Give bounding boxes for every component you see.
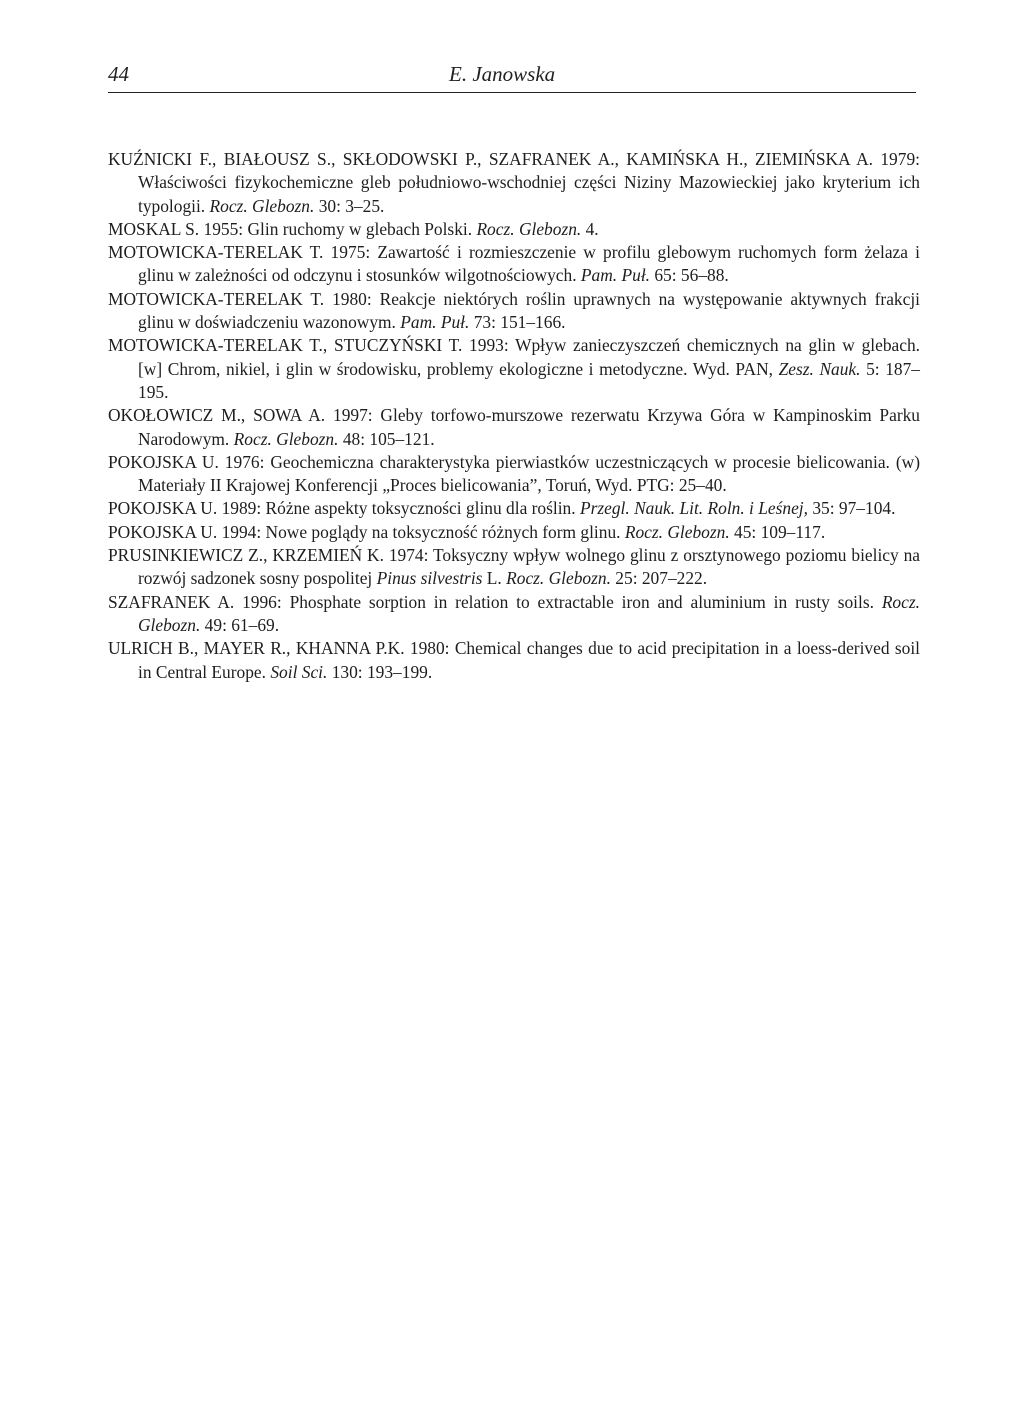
reference-species: Pinus silvestris (376, 568, 483, 589)
reference-source: Rocz. Glebozn. (506, 568, 611, 589)
reference-authors: POKOJSKA U. (108, 451, 219, 472)
reference-source: Rocz. Glebozn. (476, 218, 582, 239)
reference-source: Pam. Puł. (580, 265, 650, 286)
reference-entry (108, 521, 920, 544)
reference-body: 1996: Phosphate sorption in relation to extractable iron and aluminium in rusty soils. (242, 591, 874, 612)
reference-authors: PRUSINKIEWICZ Z., KRZEMIEŃ K. (108, 545, 384, 566)
reference-body: 1955: Glin ruchomy w glebach Polski. (203, 218, 473, 239)
reference-authors: MOSKAL S. (108, 218, 200, 239)
reference-body: 1980: Chemical changes due to acid precipitation in a loess-derived soil in Central Europe. (138, 638, 920, 682)
reference-volume-pages: 30: 3–25. (318, 195, 385, 216)
reference-body: 1997: Gleby torfowo-murszowe rezerwatu Krzywa Góra w Kampinoskim Parku Narodowym. (138, 405, 921, 449)
reference-entry (108, 591, 920, 638)
reference-body: 1979: Właściwości fizykochemiczne gleb południowo-wschodniej części Niziny Mazowieckiej jako kryterium ich typologii. (138, 149, 920, 216)
running-head (108, 60, 916, 93)
reference-authors: ULRICH B., MAYER R., KHANNA P.K. (108, 638, 405, 659)
reference-source: Rocz. Glebozn. (624, 521, 730, 542)
reference-body: 1975: Zawartość i rozmieszczenie w profilu glebowym ruchomych form żelaza i glinu w zależności od odczynu i stosunków wilgotnościowych. (138, 242, 920, 286)
reference-entry (108, 148, 920, 218)
reference-body: 1994: Nowe poglądy na toksyczność różnych form glinu. (221, 521, 621, 542)
reference-entry (108, 288, 920, 335)
reference-list (108, 148, 920, 684)
reference-volume-pages: 73: 151–166. (473, 312, 566, 333)
reference-authors: POKOJSKA U. (108, 498, 218, 519)
reference-source: Soil Sci. (270, 661, 328, 682)
reference-volume-pages: 48: 105–121. (342, 428, 435, 449)
reference-authors: KUŹNICKI F., BIAŁOUSZ S., SKŁODOWSKI P., SZAFRANEK A., KAMIŃSKA H., ZIEMIŃSKA A. (108, 149, 873, 169)
reference-entry (108, 404, 920, 451)
reference-volume-pages: 65: 56–88. (654, 265, 729, 286)
reference-entry (108, 637, 920, 684)
reference-volume-pages: 49: 61–69. (204, 614, 280, 635)
reference-volume-pages: 45: 109–117. (734, 521, 826, 542)
reference-source: Rocz. Glebozn. (138, 591, 920, 635)
reference-authors: MOTOWICKA-TERELAK T. (108, 288, 325, 309)
reference-body: 1989: Różne aspekty toksyczności glinu dla roślin. (221, 498, 576, 519)
reference-species-author: L. (486, 568, 502, 589)
reference-source: Rocz. Glebozn. (233, 428, 339, 449)
reference-entry (108, 218, 920, 241)
reference-authors: POKOJSKA U. (108, 521, 218, 542)
reference-entry (108, 241, 920, 288)
running-head-author: E. Janowska (449, 62, 556, 86)
reference-source: Rocz. Glebozn. (209, 195, 315, 216)
reference-entry (108, 497, 920, 520)
reference-volume-pages: 130: 193–199. (331, 661, 433, 682)
reference-body: 1976: Geochemiczna charakterystyka pierwiastków uczestniczących w procesie bielicowania. (w) Materiały II Krajowej Konferencji „Proces bielicowania”, Toruń, Wyd. PTG: 25–40. (138, 451, 920, 496)
reference-authors: MOTOWICKA-TERELAK T., STUCZYŃSKI T. (108, 335, 463, 356)
reference-body: 1993: Wpływ zanieczyszczeń chemicznych na glin w glebach. [w] Chrom, nikiel, i glin w środowisku, problemy ekologiczne i metodyczne. Wyd. PAN, (138, 335, 920, 379)
reference-authors: MOTOWICKA-TERELAK T. (108, 242, 324, 263)
reference-source: Zesz. Nauk. (778, 358, 861, 379)
reference-volume-pages: 35: 97–104. (812, 498, 896, 519)
reference-volume-pages: 25: 207–222. (615, 568, 708, 589)
reference-entry (108, 334, 920, 404)
reference-authors: SZAFRANEK A. (108, 591, 235, 612)
page-number: 44 (108, 62, 129, 86)
reference-volume-pages: 5: 187–195. (138, 358, 920, 402)
reference-body: 1974: Toksyczny wpływ wolnego glinu z orsztynowego poziomu bielicy na rozwój sadzonek sosny pospolitej (138, 545, 920, 589)
reference-entry (108, 451, 920, 498)
reference-entry (108, 544, 920, 591)
reference-authors: OKOŁOWICZ M., SOWA A. (108, 405, 326, 426)
reference-source: Przegl. Nauk. Lit. Roln. i Leśnej, (579, 498, 808, 519)
reference-body: 1980: Reakcje niektórych roślin uprawnych na występowanie aktywnych frakcji glinu w doświadczeniu wazonowym. (138, 288, 920, 333)
reference-volume-pages: 4. (585, 218, 599, 239)
reference-source: Pam. Puł. (400, 312, 470, 333)
